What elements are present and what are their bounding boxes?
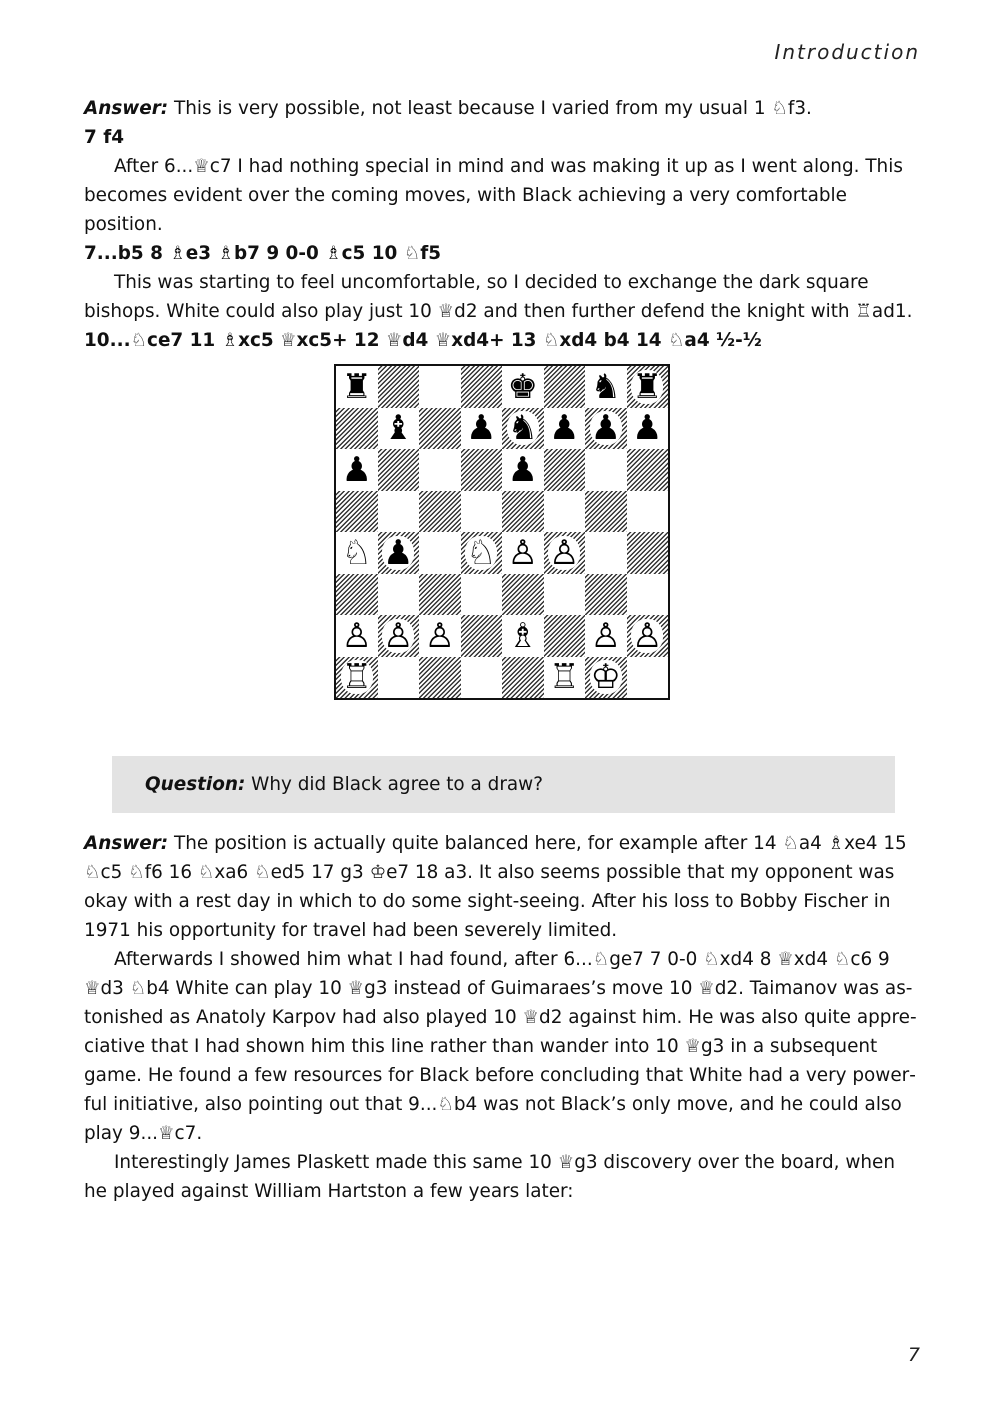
white-knight-icon: ♘ [466,532,497,573]
square-g4 [585,532,627,574]
answer-lead: Answer: [84,98,169,119]
white-pawn-icon: ♙ [590,615,621,656]
square-h3 [627,574,669,616]
square-d1 [461,657,503,699]
square-c7 [419,408,461,450]
move-line: 7...b5 8 ♗e3 ♗b7 9 0-0 ♗c5 10 ♘f5 [84,243,442,264]
square-g6 [585,449,627,491]
black-pawn-icon: ♟ [507,449,538,490]
black-king-icon: ♚ [507,366,538,407]
square-g3 [585,574,627,616]
answer-text: This is very possible, not least because I varied from my usual 1 ♘f3. [168,98,812,119]
square-b5 [378,491,420,533]
answer-lead: Answer: [84,833,169,854]
chess-diagram [334,364,670,700]
white-pawn-icon: ♙ [549,532,580,573]
white-pawn-icon: ♙ [341,615,372,656]
black-pawn-icon: ♟ [632,408,663,449]
answer-paragraph [84,829,918,945]
move-line: 7 f4 [84,127,124,148]
square-b4 [378,532,420,574]
black-knight-icon: ♞ [507,408,538,449]
body-paragraph: This was starting to feel uncomfortable, so I decided to exchange the dark square bishops. White could also play just 10 ♕d2 and then further defend the knight with ♖ad1. [84,272,913,322]
black-pawn-icon: ♟ [590,408,621,449]
square-d8 [461,366,503,408]
square-a1 [336,657,378,699]
square-h5 [627,491,669,533]
square-c1 [419,657,461,699]
square-g2 [585,615,627,657]
black-pawn-icon: ♟ [466,408,497,449]
square-e7 [502,408,544,450]
square-c4 [419,532,461,574]
white-pawn-icon: ♙ [383,615,414,656]
black-knight-icon: ♞ [590,366,621,407]
white-rook-icon: ♖ [549,657,580,698]
square-f3 [544,574,586,616]
white-knight-icon: ♘ [341,532,372,573]
square-c8 [419,366,461,408]
answer-paragraph [84,94,918,123]
chess-board [336,366,668,698]
question-lead: Question: [145,774,246,795]
move-line: 10...♘ce7 11 ♗xc5 ♕xc5+ 12 ♕d4 ♕xd4+ 13 ♘xd4 b4 14 ♘a4 ½-½ [84,330,762,351]
square-b7 [378,408,420,450]
square-e3 [502,574,544,616]
square-b2 [378,615,420,657]
white-bishop-icon: ♗ [507,615,538,656]
bottom-text-block [84,829,918,1206]
square-d5 [461,491,503,533]
square-d7 [461,408,503,450]
black-bishop-icon: ♝ [383,408,414,449]
square-g5 [585,491,627,533]
square-f2 [544,615,586,657]
black-pawn-icon: ♟ [341,449,372,490]
square-b3 [378,574,420,616]
square-d6 [461,449,503,491]
square-h1 [627,657,669,699]
square-h6 [627,449,669,491]
square-b8 [378,366,420,408]
running-head: Introduction [774,40,920,64]
black-pawn-icon: ♟ [549,408,580,449]
square-d2 [461,615,503,657]
square-c5 [419,491,461,533]
square-b6 [378,449,420,491]
square-a3 [336,574,378,616]
square-a7 [336,408,378,450]
square-f4 [544,532,586,574]
square-a4 [336,532,378,574]
white-pawn-icon: ♙ [507,532,538,573]
square-f6 [544,449,586,491]
square-a5 [336,491,378,533]
answer-text: The position is actually quite balanced here, for example after 14 ♘a4 ♗xe4 15 ♘c5 ♘f6 16 ♘xa6 ♘ed5 17 g3 ♔e7 18 a3. It also seems possible that my opponent was okay with a rest day in which to do some sight-seeing. After his loss to Bobby Fischer in 1971 his opportunity for travel had been severely limited. [84,833,907,941]
square-e2 [502,615,544,657]
top-text-block [84,94,918,355]
square-c6 [419,449,461,491]
square-e4 [502,532,544,574]
white-pawn-icon: ♙ [632,615,663,656]
square-e5 [502,491,544,533]
square-h2 [627,615,669,657]
black-rook-icon: ♜ [341,366,372,407]
page-number: 7 [907,1344,920,1366]
black-rook-icon: ♜ [632,366,663,407]
body-paragraph: After 6...♕c7 I had nothing special in mind and was making it up as I went along. This becomes evident over the coming moves, with Black achieving a very comfortable position. [84,156,903,235]
body-paragraph: Afterwards I showed him what I had found, after 6...♘ge7 7 0-0 ♘xd4 8 ♕xd4 ♘c6 9 ♕d3 ♘b4 White can play 10 ♕g3 instead of Guimaraes’s move 10 ♕d2. Taimanov was astonished as Anatoly Karpov had also played 10 ♕d2 against him. He was also quite appreciative that I had shown him this line rather than wander into 10 ♕g3 in a subsequent game. He found a few resources for Black before concluding that White had a very powerful initiative, also pointing out that 9...♘b4 was not Black’s only move, and he could also play 9...♕c7. [84,949,917,1144]
square-a6 [336,449,378,491]
question-box [112,756,895,813]
square-g8 [585,366,627,408]
square-a2 [336,615,378,657]
square-f5 [544,491,586,533]
square-e1 [502,657,544,699]
square-f7 [544,408,586,450]
square-a8 [336,366,378,408]
square-h7 [627,408,669,450]
square-g1 [585,657,627,699]
square-c3 [419,574,461,616]
square-h4 [627,532,669,574]
square-f1 [544,657,586,699]
white-pawn-icon: ♙ [424,615,455,656]
square-e8 [502,366,544,408]
square-e6 [502,449,544,491]
white-king-icon: ♔ [590,657,621,698]
square-d3 [461,574,503,616]
question-paragraph [145,772,543,798]
white-rook-icon: ♖ [341,657,372,698]
square-g7 [585,408,627,450]
body-paragraph: Interestingly James Plaskett made this same 10 ♕g3 discovery over the board, when he played against William Hartston a few years later: [84,1152,895,1202]
question-text: Why did Black agree to a draw? [245,774,543,795]
black-pawn-icon: ♟ [383,532,414,573]
square-f8 [544,366,586,408]
square-b1 [378,657,420,699]
square-c2 [419,615,461,657]
square-d4 [461,532,503,574]
square-h8 [627,366,669,408]
